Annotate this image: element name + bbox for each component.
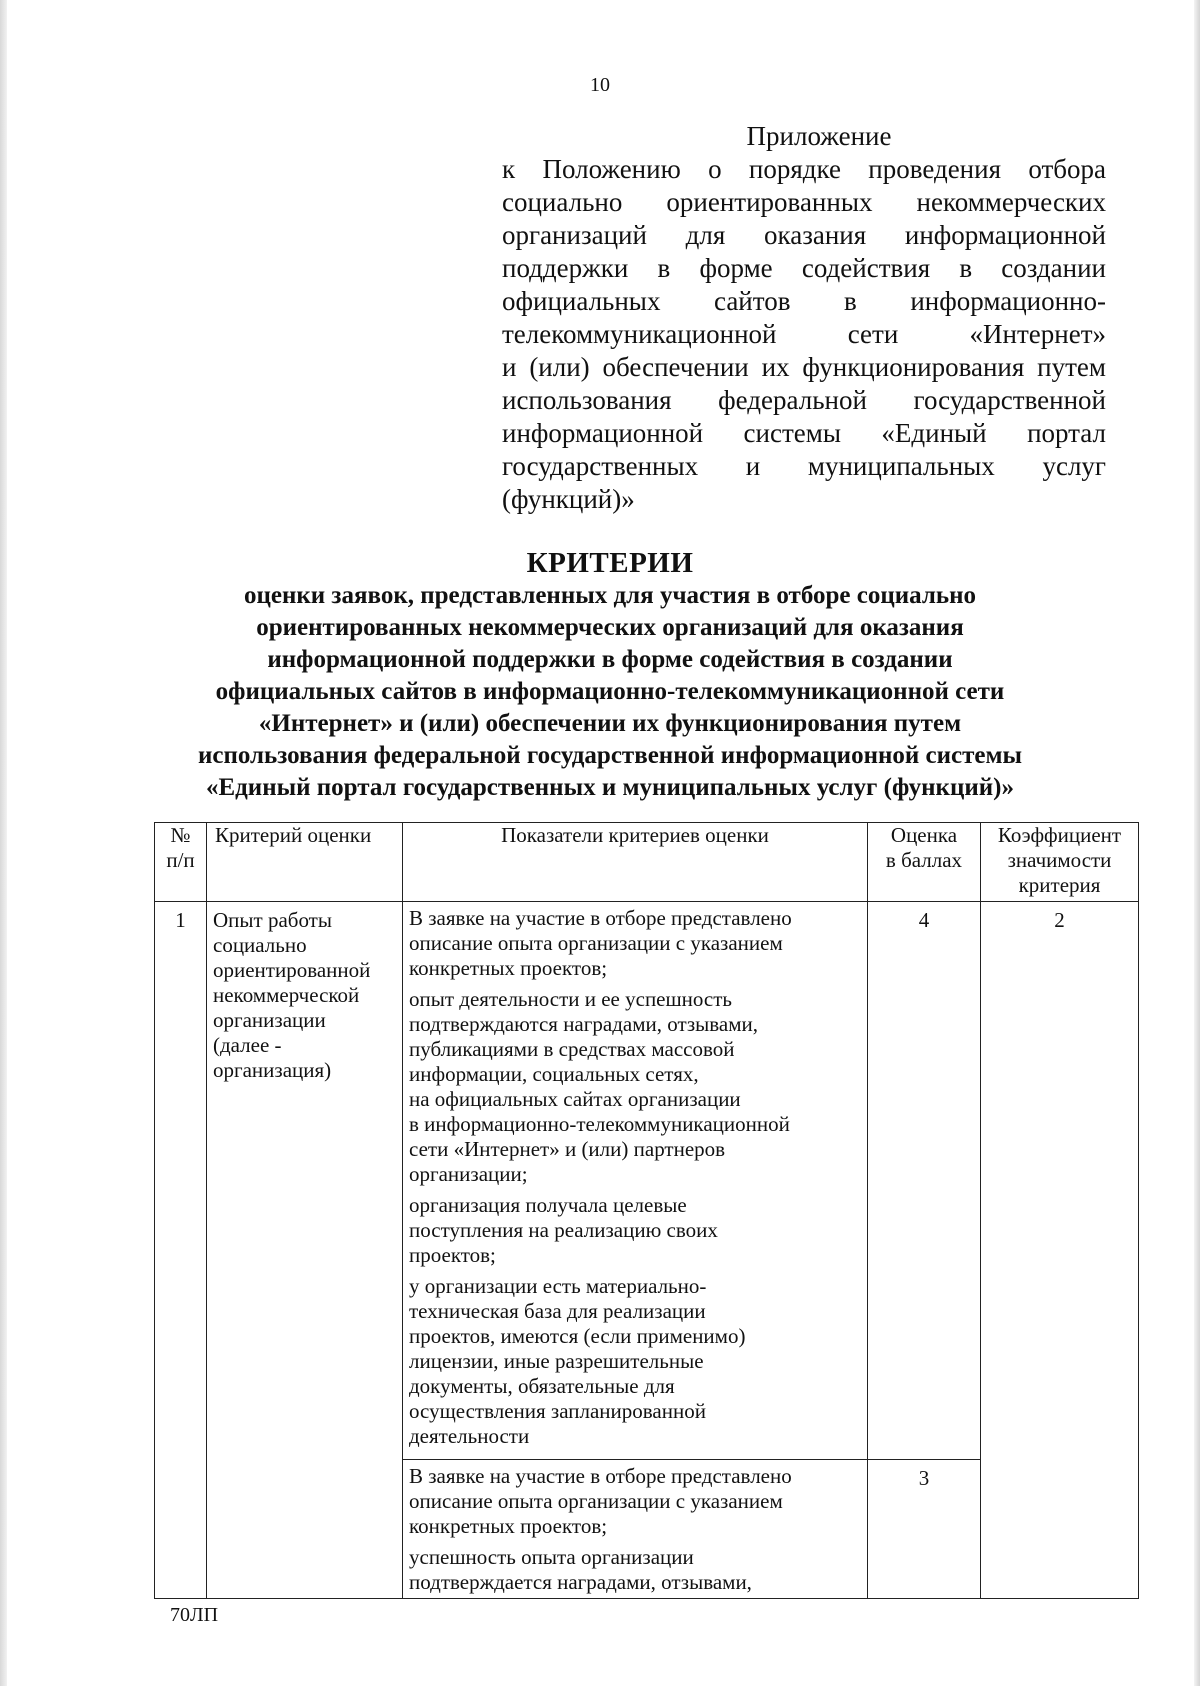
indicator-line: организации; [409,1162,528,1186]
scan-edge-left [0,0,7,1686]
appendix-line: и (или) обеспечении их функционирования путем [502,352,1106,382]
indicator-paragraph [409,987,857,1187]
criterion-line: Опыт работы [213,908,332,932]
criterion-line: организации [213,1008,326,1032]
criteria-subtitle-line: ориентированных некоммерческих организаций для оказания [256,614,964,641]
header-criterion [207,823,403,902]
indicators-cell [403,1460,868,1599]
indicator-line: опыт деятельности и ее успешность [409,987,733,1011]
header-num-line: № [170,823,191,847]
indicator-line: сети «Интернет» и (или) партнеров [409,1137,726,1161]
header-criterion-text: Критерий оценки [215,823,372,847]
indicators-cell [403,902,868,1460]
criteria-subtitle-line: «Интернет» и (или) обеспечении их функционирования путем [258,710,962,737]
header-score-line: в баллах [885,848,963,872]
indicator-line: В заявке на участие в отборе представлено [409,906,792,930]
appendix-line: информационной системы «Единый портал [502,418,1106,448]
header-coef [981,823,1139,902]
appendix-block [502,120,1106,516]
criterion-line: ориентированной [213,958,371,982]
appendix-title: Приложение [746,121,892,151]
indicator-line: В заявке на участие в отборе представлено [409,1464,792,1488]
criterion-line: (далее - [213,1033,282,1057]
indicator-paragraph [409,1545,857,1595]
indicator-line: документы, обязательные для [409,1374,675,1398]
criterion-line: социально [213,933,307,957]
header-num [155,823,207,902]
header-score [868,823,981,902]
scan-edge-right [1194,0,1200,1686]
indicator-line: подтверждается наградами, отзывами, [409,1570,752,1594]
criteria-subtitle-line: оценки заявок, представленных для участия в отборе социально [243,582,977,609]
indicator-line: успешность опыта организации [409,1545,694,1569]
header-coef-line: критерия [1018,873,1101,897]
indicator-paragraph [409,1193,857,1268]
indicator-line: конкретных проектов; [409,1514,608,1538]
indicator-line: проектов; [409,1243,496,1267]
header-indicators-text: Показатели критериев оценки [501,823,769,847]
indicator-line: публикациями в средствах массовой [409,1037,735,1061]
indicator-line: проектов, имеются (если применимо) [409,1324,746,1348]
row-number: 1 [155,902,207,1599]
indicator-line: техническая база для реализации [409,1299,706,1323]
indicator-line: организация получала целевые [409,1193,687,1217]
appendix-line: телекоммуникационной сети «Интернет» [502,319,1106,349]
header-indicators [403,823,868,902]
coef-cell: 2 [981,902,1139,1599]
criterion-line: организация) [213,1058,332,1082]
indicator-line: деятельности [409,1424,530,1448]
appendix-line: (функций)» [502,484,635,514]
header-score-line: Оценка [890,823,958,847]
indicator-line: описание опыта организации с указанием [409,1489,783,1513]
indicator-paragraph [409,1274,857,1449]
score-cell: 4 [868,902,981,1460]
header-coef-line: значимости [1007,848,1112,872]
page-number: 10 [590,74,610,96]
criteria-table [154,822,1139,1599]
appendix-line: официальных сайтов в информационно- [502,286,1106,316]
indicator-line: в информационно-телекоммуникационной [409,1112,790,1136]
criterion-line: некоммерческой [213,983,360,1007]
indicators-cut [409,1464,857,1598]
indicator-line: подтверждаются наградами, отзывами, [409,1012,759,1036]
indicator-line: осуществления запланированной [409,1399,706,1423]
indicator-line: описание опыта организации с указанием [409,931,783,955]
indicator-line: информации, социальных сетях, [409,1062,699,1086]
criterion-name [207,902,403,1599]
appendix-line: поддержки в форме содействия в создании [502,253,1106,283]
criteria-title: КРИТЕРИИ [526,547,694,579]
appendix-line: организаций для оказания информационной [502,220,1106,250]
indicator-line: лицензии, иные разрешительные [409,1349,704,1373]
criteria-subtitle-line: информационной поддержки в форме содействия в создании [267,646,953,673]
header-coef-line: Коэффициент [997,823,1122,847]
appendix-line: к Положению о порядке проведения отбора [502,154,1106,184]
indicator-paragraph [409,1464,857,1539]
appendix-line: использования федеральной государственной [502,385,1106,415]
appendix-line: социально ориентированных некоммерческих [502,187,1106,217]
table-header-row [155,823,1139,902]
indicator-line: конкретных проектов; [409,956,608,980]
indicator-line: поступления на реализацию своих [409,1218,718,1242]
criteria-subtitle-line: «Единый портал государственных и муниципальных услуг (функций)» [205,774,1015,801]
criteria-subtitle-line: официальных сайтов в информационно-телекоммуникационной сети [215,678,1005,705]
header-num-line: п/п [166,848,195,872]
appendix-line: государственных и муниципальных услуг [502,451,1106,481]
indicator-line: на официальных сайтах организации [409,1087,741,1111]
footer-code: 70ЛП [170,1604,219,1626]
criteria-subtitle-line: использования федеральной государственной информационной системы [197,742,1023,769]
criteria-heading [150,546,1070,804]
table-row [155,902,1139,1460]
indicator-paragraph [409,906,857,981]
score-cell: 3 [868,1460,981,1599]
indicator-line: у организации есть материально- [409,1274,707,1298]
